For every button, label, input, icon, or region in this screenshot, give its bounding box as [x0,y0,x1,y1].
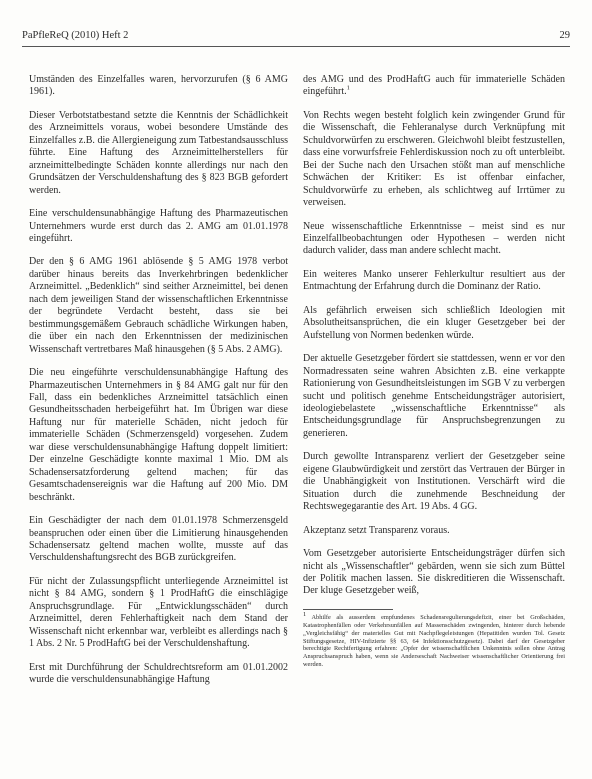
left-column [29,74,288,697]
paragraph [303,74,565,99]
paragraph: Für nicht der Zulassungspflicht unterliegende Arzneimittel ist nicht § 84 AMG, sondern § 1 ProdHaftG die einschlägige Anspruchsgrundlage. Für „Entwicklungsschäden“ durch Arzneimittel, deren Fehlerhaftigkeit nach dem Stand der Wissenschaft nicht erkennbar war, verbleibt es allerdings nach § 1 Abs. 2 Nr. 5 ProdHaftG bei der Verschuldenshaftung. [29,575,288,650]
paragraph: Ein weiteres Manko unserer Fehlerkultur resultiert aus der Entmachtung der Erfahrung durch die Dominanz der Ratio. [303,268,565,293]
paragraph: Vom Gesetzgeber autorisierte Entscheidungsträger dürfen sich nicht als „Wissenschaftler“ gebärden, wenn sie sich zum Büttel der Politik machen lassen. Sie diskreditieren die Wissenschaft. Der kluge Gesetzgeber weiß, [303,548,565,597]
paragraph: Neue wissenschaftliche Erkenntnisse – meist sind es nur Einzelfallbeobachtungen oder Hypothesen – werden nicht dadurch valider, dass man andere schlecht macht. [303,220,565,257]
right-column [303,74,565,669]
paragraph: Erst mit Durchführung der Schuldrechtsreform am 01.01.2002 wurde die verschuldensunabhängige Haftung [29,661,288,686]
paragraph: Die neu eingeführte verschuldensunabhängige Haftung des Pharmazeutischen Unternehmers in § 84 AMG galt nur für den Fall, dass ein bedenkliches Arzneimittel tatsächlich einen Gesundheitsschaden herbeigeführt hat. Im Übrigen war diese Haftung nur für materielle Schäden, nicht jedoch für immaterielle Schäden (Schmerzensgeld) vorgesehen. Zudem war diese verschuldensunabhängige Haftung doppelt limitiert: Der einzelne Geschädigte konnte maximal 1 Mio. DM als Schadensersatzforderung geltend machen; für das Gesamtschadensereignis war die Haftung auf 200 Mio. DM beschränkt. [29,367,288,503]
paragraph: Umständen des Einzelfalles waren, hervorzurufen (§ 6 AMG 1961). [29,74,288,98]
paragraph: Von Rechts wegen besteht folglich kein zwingender Grund für die Wissenschaft, die Fehleranalyse durch Verknüpfung mit Schuldvorwürfen zu erschweren. Gleichwohl bleibt festzustellen, dass eine vorwurfsfreie Fehlerdiskussion noch zu oft unterbleibt. Bei der Suche nach den Ursachen stößt man auf menschliche Schwächen der Kritiker: Es ist offenbar einfacher, Schuldvorwürfe zu erheben, als schlichtweg auf Irrtümer zu verweisen. [303,109,565,209]
paragraph: Als gefährlich erweisen sich schließlich Ideologien mit Absolutheitsansprüchen, die ein kluger Gesetzgeber bei der Aufstellung von Normen bedenken würde. [303,304,565,341]
journal-title: PaPfleReQ (2010) Heft 2 [22,30,129,41]
running-header [22,30,570,46]
paragraph: Ein Geschädigter der nach dem 01.01.1978 Schmerzensgeld beanspruchen oder einen über die Limitierung hinausgehenden Schadensersatz geltend machen wollte, musste auf das Verschuldenshaftungsrecht des BGB zurückgreifen. [29,515,288,564]
footnote-marker: 1 [346,85,350,93]
footnote-text: Abhilfe als ausserdem empfundenes Schadensregulierungsdefizit, einer bei Großschäden, Katastrophenfällen oder Verkehrsunfällen auf Massenschäden zwingenden, hinterer durch hebende „Vergleichsfähig“ der materielles Gut mit Nachpflegeleistungen (Hepatitiden wurden Tol. Gesetz Stiftungsgesetze, HIV-Infizierte §§ 63, 64 Infektionsschutzgesetz). Dabei darf der Gesetzgeber berechtigte Rechtfertigung erfahren: „Opfer der wissenschaftlichen Unkenntnis sollen ohne Antrag Anspruchsanspruch haben, wenn sie Anderseschaft Nachweiser wissenschaftlicher Orientierung frei werden. [303,613,565,669]
page-number: 29 [559,30,570,41]
footnote-number: 1 [303,610,307,618]
footnote [303,610,565,669]
paragraph: Dieser Verbotstatbestand setzte die Kenntnis der Schädlichkeit des Arzneimittels voraus, wobei besondere Umstände des Einzelfalles z.B. die Allergieneigung zum Tatbestandsausschluss führte. Eine Haftung des Arzneimittelherstellers für arzneimittelbedingte Schäden konnte allerdings nur nach den Grundsätzen der Verschuldenshaftung des § 823 BGB gefordert werden. [29,109,288,196]
paragraph: Der den § 6 AMG 1961 ablösende § 5 AMG 1978 verbot darüber hinaus bereits das Inverkehrbringen bedenklicher Arzneimittel. „Bedenklich“ sind seither Arzneimittel, bei denen nach dem jeweiligen Stand der wissenschaftlichen Erkenntnisse der begründete Verdacht besteht, dass sie bei bestimmungsgemäßem Gebrauch schädliche Wirkungen haben, die über ein nach den Erkenntnissen der medizinischen Wissenschaft vertretbares Maß hinausgehen (§ 5 Abs. 2 AMG). [29,256,288,355]
paragraph: Eine verschuldensunabhängige Haftung des Pharmazeutischen Unternehmers wurde erst durch das 2. AMG am 01.01.1978 eingeführt. [29,208,288,244]
header-rule [22,46,570,47]
paragraph-text: des AMG und des ProdHaftG auch für immaterielle Schäden eingeführt. [303,74,565,98]
paragraph: Durch gewollte Intransparenz verliert der Gesetzgeber seine eigene Glaubwürdigkeit und zerstört das Vertrauen der Bürger in die Unabhängigkeit von Institutionen. Verschärft wird die Situation durch die zunehmende Beschneidung der Rechtswegegarantie des Art. 19 Abs. 4 GG. [303,451,565,513]
paragraph: Akzeptanz setzt Transparenz voraus. [303,524,450,536]
paragraph: Der aktuelle Gesetzgeber fördert sie stattdessen, wenn er vor den Normadressaten seine wahren Absichten z.B. eine verkappte Rationierung von Gesundheitsleistungen im SGB V zu verbergen sucht und politisch genehme Entscheidungsträger autorisiert, ideologiebelastete „wissenschaftliche Erkenntnisse“ als Entscheidungsgrundlage für Anspruchsbegrenzungen zu generieren. [303,353,565,439]
footnote-rule [303,609,393,610]
